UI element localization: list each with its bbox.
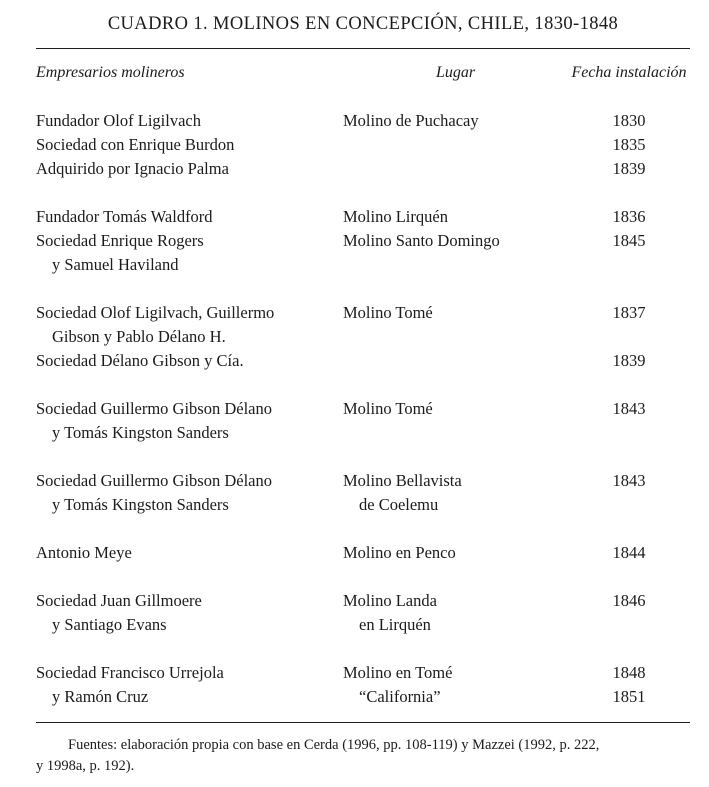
table-row [36, 325, 690, 349]
table-group [36, 109, 690, 181]
empresario-cell: Sociedad Olof Ligilvach, Guillermo [36, 303, 275, 322]
fecha-cell: 1848 [612, 663, 646, 682]
lugar-cell: Molino Tomé [343, 399, 433, 418]
table-row [36, 493, 690, 517]
empresario-cell: Sociedad Francisco Urrejola [36, 663, 224, 682]
fecha-cell [568, 253, 690, 277]
table-row [36, 157, 690, 181]
table-title: CUADRO 1. MOLINOS EN CONCEPCIÓN, CHILE, 1830-1848 [107, 14, 619, 34]
table-row [36, 253, 690, 277]
fecha-cell [568, 325, 690, 349]
source-note [36, 735, 690, 777]
table-row [36, 109, 690, 133]
lugar-cell: Molino Santo Domingo [343, 231, 500, 250]
table-row [36, 349, 690, 373]
table-row [36, 613, 690, 637]
fecha-cell: 1836 [612, 207, 646, 226]
lugar-cell: Molino Bellavista [343, 471, 462, 490]
empresario-cell: y Tomás Kingston Sanders [52, 495, 229, 514]
lugar-cell [343, 421, 568, 445]
empresario-cell: Gibson y Pablo Délano H. [52, 327, 226, 346]
table-row [36, 229, 690, 253]
fecha-cell: 1837 [612, 303, 646, 322]
fecha-cell: 1839 [612, 351, 646, 370]
table-group [36, 205, 690, 277]
empresario-cell: Fundador Olof Ligilvach [36, 111, 201, 130]
empresario-cell: y Santiago Evans [52, 615, 167, 634]
table-group [36, 397, 690, 445]
lugar-cell [343, 133, 568, 157]
table-row [36, 589, 690, 613]
fecha-cell: 1830 [612, 111, 646, 130]
fecha-cell: 1839 [612, 159, 646, 178]
empresario-cell: Sociedad Juan Gillmoere [36, 591, 202, 610]
fecha-cell: 1844 [612, 543, 646, 562]
empresario-cell: Sociedad Guillermo Gibson Délano [36, 399, 272, 418]
empresario-cell: y Ramón Cruz [52, 687, 149, 706]
top-rule [36, 48, 690, 49]
fecha-cell: 1845 [612, 231, 646, 250]
fecha-cell: 1843 [612, 471, 646, 490]
empresario-cell: Antonio Meye [36, 543, 132, 562]
table-group [36, 301, 690, 373]
table-row [36, 685, 690, 709]
lugar-cell [343, 349, 568, 373]
lugar-cell: Molino Tomé [343, 303, 433, 322]
table-row [36, 469, 690, 493]
lugar-cell [343, 253, 568, 277]
fecha-cell [568, 493, 690, 517]
table-row [36, 301, 690, 325]
lugar-cell: “California” [359, 687, 441, 706]
fecha-cell [568, 421, 690, 445]
fecha-cell: 1851 [612, 687, 646, 706]
table-group [36, 661, 690, 709]
empresario-cell: Sociedad Guillermo Gibson Délano [36, 471, 272, 490]
bottom-rule [36, 722, 690, 723]
table-row [36, 397, 690, 421]
lugar-cell: Molino en Penco [343, 543, 456, 562]
table-row [36, 205, 690, 229]
empresario-cell: y Tomás Kingston Sanders [52, 423, 229, 442]
table-row [36, 133, 690, 157]
lugar-cell: en Lirquén [359, 615, 431, 634]
lugar-cell: Molino de Puchacay [343, 111, 479, 130]
fecha-cell: 1835 [612, 135, 646, 154]
table-group [36, 541, 690, 565]
fecha-cell: 1843 [612, 399, 646, 418]
source-note-line2: y 1998a, p. 192). [36, 758, 135, 774]
lugar-cell: Molino en Tomé [343, 663, 453, 682]
table-row [36, 661, 690, 685]
table-row [36, 541, 690, 565]
lugar-cell: de Coelemu [359, 495, 439, 514]
table-group [36, 469, 690, 517]
lugar-cell: Molino Lirquén [343, 207, 448, 226]
empresario-cell: Sociedad Enrique Rogers [36, 231, 204, 250]
lugar-cell: Molino Landa [343, 591, 437, 610]
column-header-fecha: Fecha instalación [571, 64, 687, 81]
column-header-lugar: Lugar [435, 64, 476, 81]
empresario-cell: Sociedad Délano Gibson y Cía. [36, 351, 244, 370]
empresario-cell: Adquirido por Ignacio Palma [36, 159, 229, 178]
source-note-line1: Fuentes: elaboración propia con base en Cerda (1996, pp. 108-119) y Mazzei (1992, p. 222, [68, 737, 600, 753]
fecha-cell: 1846 [612, 591, 646, 610]
column-header-empresarios: Empresarios molineros [36, 64, 185, 81]
table-row [36, 421, 690, 445]
lugar-cell [343, 157, 568, 181]
empresario-cell: y Samuel Haviland [52, 255, 179, 274]
table-header-row [36, 61, 690, 85]
fecha-cell [568, 613, 690, 637]
empresario-cell: Sociedad con Enrique Burdon [36, 135, 235, 154]
lugar-cell [343, 325, 568, 349]
table-group [36, 589, 690, 637]
empresario-cell: Fundador Tomás Waldford [36, 207, 213, 226]
